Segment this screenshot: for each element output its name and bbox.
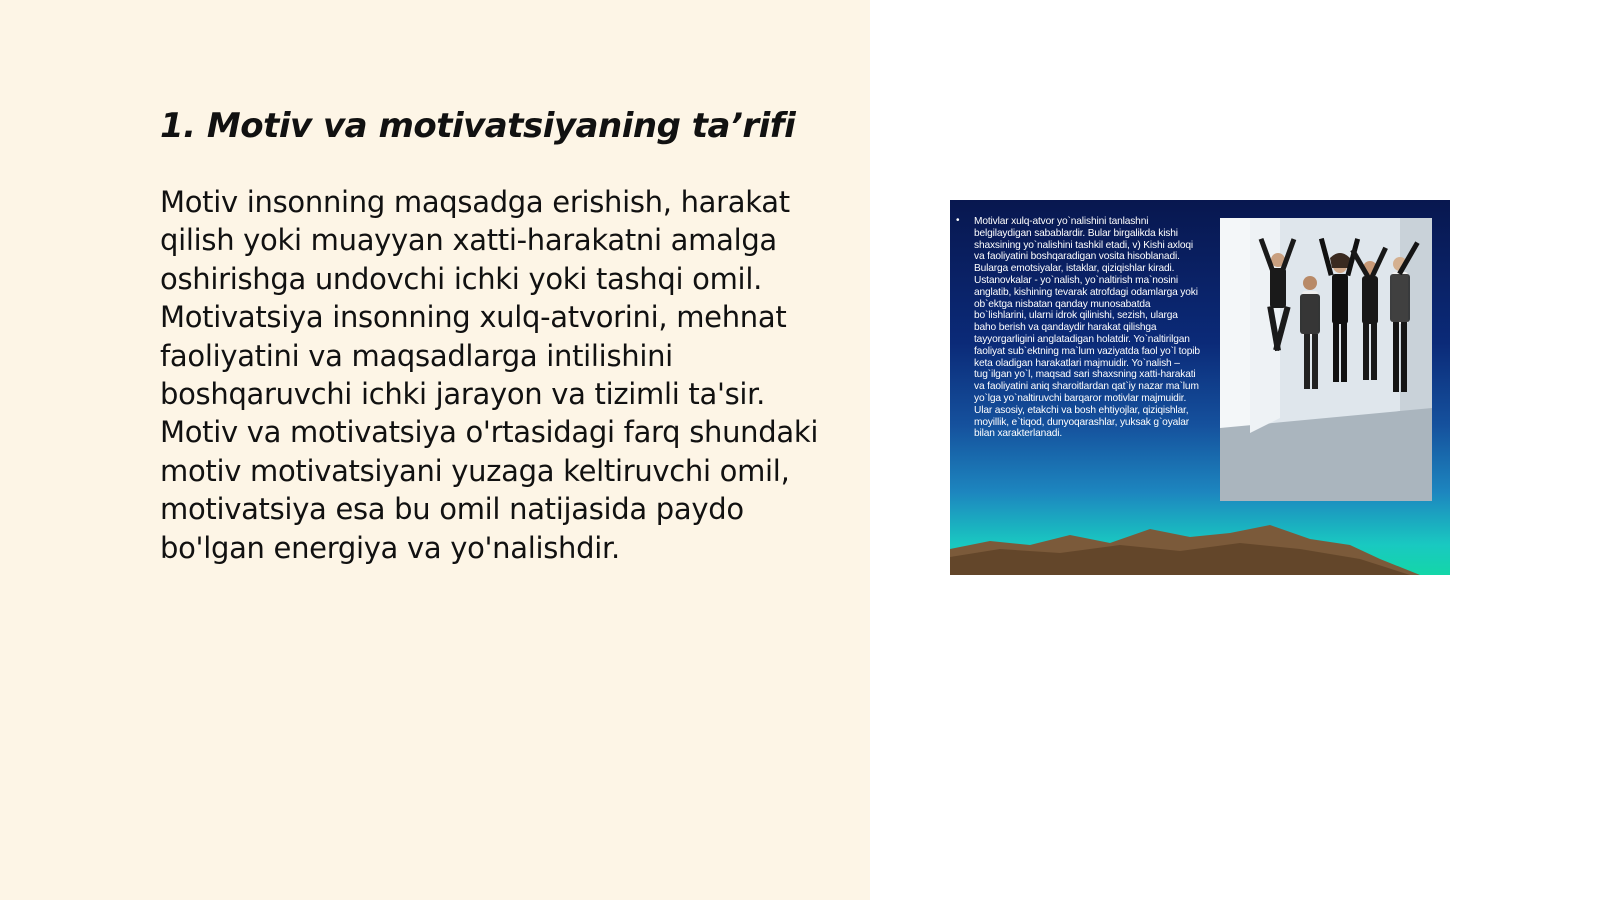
- slide-title: 1. Motiv va motivatsiyaning ta’rifi: [160, 106, 796, 146]
- image-caption-text: Motivlar xulq-atvor yo`nalishini tanlashni belgilaydigan sabablardir. Bular birgalikda kishi shaxsining yo`nalishini tashkil etadi, v) Kishi axloqi va faoliyatini boshqaradigan vosita hisoblanadi. Bularga emotsiyalar, istaklar, qiziqishlar kiradi. Ustanovkalar - yo`nalish, yo`naltirish ma`nosini anglatib, kishining tevarak atrofdagi odamlarga yoki ob`ektga nisbatan qanday munosabatda bo`lishlarini, ularni idrok qilinishi, sezish, ularga baho berish va qandaydir harakat qilishga tayyorgarligini anglatadigan holatdir. Yo`naltirilgan faoliyat sub`ektning ma`lum vaziyatda faol yo`l topib keta oladigan harakatlari majmuidir. Yo`nalish – tug`ilgan yo`l, maqsad sari shaxsning xatti-harakati va faoliyatini aniq sharoitlardan qat`iy nazar ma`lum yo`lga yo`naltiruvchi barqaror motivlar majmuidir. Ular asosiy, etakchi va bosh ehtiyojlar, qiziqishlar, moyillik, e`tiqod, dunyoqarashlar, yuksak g`oyalar bilan xarakterlanadi.: [974, 216, 1200, 440]
- bullet-icon: •: [956, 215, 960, 226]
- slide-body-text: Motiv insonning maqsadga erishish, harakat qilish yoki muayyan xatti-harakatni amalga oshirishga undovchi ichki yoki tashqi omil. Motivatsiya insonning xulq-atvorini, mehnat faoliyatini va maqsadlarga intilishini boshqaruvchi ichki jarayon va tizimli ta'sir. Motiv va motivatsiya o'rtasidagi farq shundaki motiv motivatsiyani yuzaga keltiruvchi omil, motivatsiya esa bu omil natijasida paydo bo'lgan energiya va yo'nalishdir.: [160, 185, 819, 565]
- motivation-slide-image: [950, 200, 1450, 575]
- jumping-people-photo: [1220, 218, 1432, 501]
- mountains-graphic: [950, 515, 1450, 575]
